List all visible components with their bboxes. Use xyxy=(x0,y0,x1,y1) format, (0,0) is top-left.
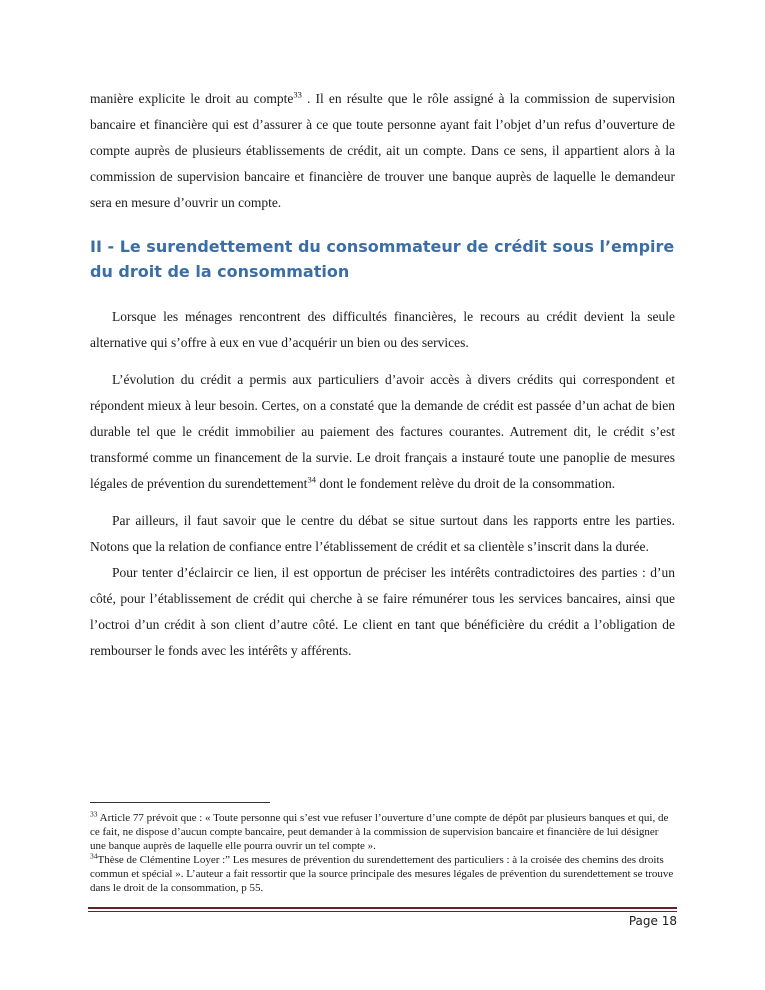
footnote-ref-33[interactable]: 33 xyxy=(293,89,302,100)
footnote-text: Article 77 prévoit que : « Toute personne qui s’est vue refuser l’ouverture d’une compte de dépôt par plusieurs banques et qui, de ce fait, ne dispose d’aucun compte bancaire, peut demander à la commission de supervision bancaire et financière de lui désigner une banque auprès de laquelle elle pourra ouvrir un tel compte ». xyxy=(90,812,669,852)
footnote-number: 34 xyxy=(90,851,98,861)
page-body xyxy=(90,86,675,664)
paragraph-text: manière explicite le droit au compte xyxy=(90,91,294,106)
footnote-34 xyxy=(90,853,675,895)
footnote-separator xyxy=(90,802,270,803)
footer-rule-thick xyxy=(88,907,677,909)
paragraph-evolution-credit xyxy=(90,367,675,497)
paragraph-text: L’évolution du crédit a permis aux particuliers d’avoir accès à divers crédits qui correspondent et répondent mieux à leur besoin. Certes, on a constaté que la demande de crédit est passée d’un achat de bien durable tel que le crédit immobilier au paiement des factures courantes. Autrement dit, le crédit s’est transformé comme un financement de la survie. Le droit français a instauré toute une panoplie de mesures légales de prévention du surendettement xyxy=(90,372,675,491)
section-heading: II - Le surendettement du consommateur de crédit sous l’empire du droit de la consommation xyxy=(90,237,675,281)
footnote-33 xyxy=(90,811,675,853)
paragraph-continuation xyxy=(90,86,675,216)
footnote-ref-34[interactable]: 34 xyxy=(307,474,316,485)
paragraph-text: dont le fondement relève du droit de la consommation. xyxy=(315,476,616,491)
footnotes xyxy=(90,811,675,895)
paragraph-debat: Par ailleurs, il faut savoir que le centre du débat se situe surtout dans les rapports entre les parties. Notons que la relation de confiance entre l’établissement de crédit et sa clientèle s’inscrit dans la durée. xyxy=(90,513,675,554)
paragraph-interets: Pour tenter d’éclaircir ce lien, il est opportun de préciser les intérêts contradictoires des parties : d’un côté, pour l’établissement de crédit qui cherche à se faire rémunérer tous les services bancaires, ainsi que l’octroi d’un crédit à son client d’autre côté. Le client en tant que bénéficière du crédit a l’obligation de rembourser le fonds avec les intérêts y afférents. xyxy=(90,565,675,658)
footnote-number: 33 xyxy=(90,809,98,819)
paragraph-text: . Il en résulte que le rôle assigné à la commission de supervision bancaire et financière qui est d’assurer à ce que toute personne ayant fait l’objet d’un refus d’ouverture de compte auprès de plusieurs établissements de crédit, ait un compte. Dans ce sens, il appartient alors à la commission de supervision bancaire et financière de trouver une banque auprès de laquelle le demandeur sera en mesure d’ouvrir un compte. xyxy=(90,91,675,210)
paragraph-menages: Lorsque les ménages rencontrent des difficultés financières, le recours au crédit devient la seule alternative qui s’offre à eux en vue d’acquérir un bien ou des services. xyxy=(90,309,675,350)
footnote-text: Thèse de Clémentine Loyer :” Les mesures de prévention du surendettement des particuliers : à la croisée des chemins des droits commun et spécial ». L’auteur a fait ressortir que la source principale des mesures légales de prévention du surendettement se trouve dans le droit de la consommation, p 55. xyxy=(90,854,674,894)
footer-rule-thin xyxy=(88,911,677,912)
page-number: Page 18 xyxy=(628,914,677,928)
